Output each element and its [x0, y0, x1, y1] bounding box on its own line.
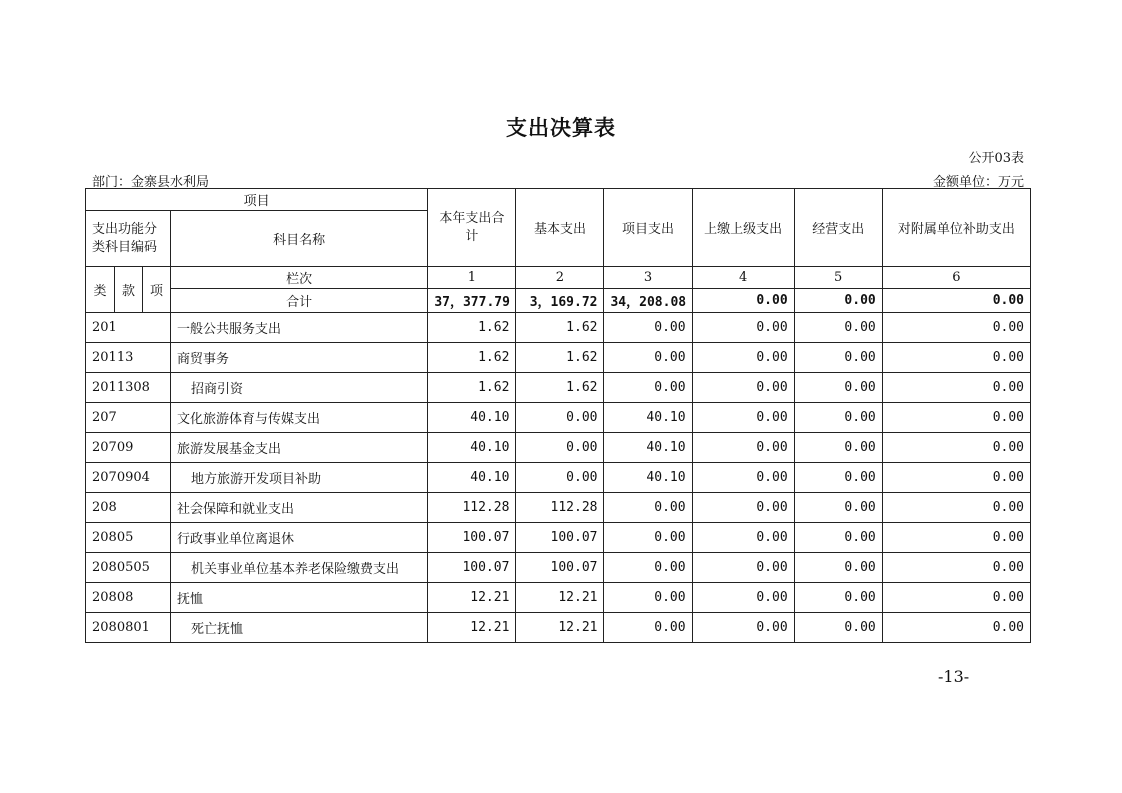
- header-col-subsidy: 对附属单位补助支出: [882, 189, 1030, 267]
- amount-cell: 112.28: [428, 493, 516, 523]
- amount-cell: 0.00: [882, 553, 1030, 583]
- amount-cell: 0.00: [516, 433, 604, 463]
- amount-cell: 1.62: [428, 343, 516, 373]
- amount-cell: 100.07: [428, 523, 516, 553]
- amount-cell: 0.00: [794, 343, 882, 373]
- amount-cell: 0.00: [692, 403, 794, 433]
- column-number: 4: [692, 267, 794, 289]
- function-code: 20805: [86, 523, 171, 553]
- function-code: 208: [86, 493, 171, 523]
- amount-cell: 0.00: [794, 553, 882, 583]
- amount-cell: 12.21: [516, 583, 604, 613]
- column-number: 3: [604, 267, 692, 289]
- function-code: 2080801: [86, 613, 171, 643]
- function-code: 20808: [86, 583, 171, 613]
- header-project: 项目: [86, 189, 428, 211]
- expenditure-table: [85, 188, 1031, 643]
- column-number: 1: [428, 267, 516, 289]
- amount-unit-label: 金额单位：万元: [932, 175, 1024, 190]
- header-kuan: 款: [115, 267, 143, 313]
- column-number: 2: [516, 267, 604, 289]
- amount-cell: 40.10: [604, 433, 692, 463]
- amount-cell: 100.07: [516, 553, 604, 583]
- function-code: 207: [86, 403, 171, 433]
- amount-cell: 0.00: [882, 313, 1030, 343]
- table-row: [86, 583, 1031, 613]
- header-col-project: 项目支出: [604, 189, 692, 267]
- amount-cell: 1.62: [516, 343, 604, 373]
- header-col-upper: 上缴上级支出: [692, 189, 794, 267]
- amount-cell: 40.10: [428, 433, 516, 463]
- amount-cell: 100.07: [516, 523, 604, 553]
- amount-cell: 40.10: [428, 463, 516, 493]
- table-row: [86, 313, 1031, 343]
- department-label: 部门：金寨县水利局: [92, 175, 210, 190]
- function-code: 2011308: [86, 373, 171, 403]
- amount-cell: 0.00: [794, 433, 882, 463]
- amount-cell: 0.00: [692, 553, 794, 583]
- subject-name: 地方旅游开发项目补助: [171, 463, 428, 493]
- amount-cell: 0.00: [794, 583, 882, 613]
- subject-name: 机关事业单位基本养老保险缴费支出: [171, 553, 428, 583]
- subject-name: 死亡抚恤: [171, 613, 428, 643]
- amount-cell: 0.00: [882, 343, 1030, 373]
- table-row: [86, 523, 1031, 553]
- amount-cell: 12.21: [516, 613, 604, 643]
- total-value: 37，377.79: [428, 289, 516, 313]
- amount-cell: 0.00: [882, 493, 1030, 523]
- column-number: 5: [794, 267, 882, 289]
- amount-cell: 1.62: [428, 313, 516, 343]
- total-label: 合计: [171, 289, 428, 313]
- header-col-operating: 经营支出: [794, 189, 882, 267]
- amount-cell: 1.62: [428, 373, 516, 403]
- amount-cell: 0.00: [794, 403, 882, 433]
- header-lei: 类: [86, 267, 115, 313]
- amount-cell: 0.00: [794, 373, 882, 403]
- total-value: 3，169.72: [516, 289, 604, 313]
- amount-cell: 0.00: [516, 403, 604, 433]
- amount-cell: 0.00: [604, 373, 692, 403]
- subject-name: 文化旅游体育与传媒支出: [171, 403, 428, 433]
- table-row: [86, 433, 1031, 463]
- amount-cell: 0.00: [692, 523, 794, 553]
- amount-cell: 12.21: [428, 583, 516, 613]
- amount-cell: 0.00: [692, 373, 794, 403]
- table-row: [86, 373, 1031, 403]
- amount-cell: 0.00: [604, 613, 692, 643]
- function-code: 2070904: [86, 463, 171, 493]
- total-row: [86, 289, 1031, 313]
- table-body: [86, 313, 1031, 643]
- amount-cell: 100.07: [428, 553, 516, 583]
- amount-cell: 0.00: [882, 523, 1030, 553]
- amount-cell: 0.00: [882, 463, 1030, 493]
- function-code: 20709: [86, 433, 171, 463]
- header-col-basic: 基本支出: [516, 189, 604, 267]
- amount-cell: 0.00: [882, 403, 1030, 433]
- table-row: [86, 553, 1031, 583]
- amount-cell: 40.10: [428, 403, 516, 433]
- total-value: 0.00: [882, 289, 1030, 313]
- subject-name: 一般公共服务支出: [171, 313, 428, 343]
- amount-cell: 0.00: [604, 583, 692, 613]
- subject-name: 社会保障和就业支出: [171, 493, 428, 523]
- header-col-total: 本年支出合计: [428, 189, 516, 267]
- amount-cell: 12.21: [428, 613, 516, 643]
- amount-cell: 0.00: [692, 613, 794, 643]
- subject-name: 旅游发展基金支出: [171, 433, 428, 463]
- amount-cell: 0.00: [882, 433, 1030, 463]
- amount-cell: 0.00: [604, 343, 692, 373]
- amount-cell: 1.62: [516, 313, 604, 343]
- page-number: -13-: [938, 667, 970, 686]
- table-row: [86, 613, 1031, 643]
- amount-cell: 40.10: [604, 463, 692, 493]
- amount-cell: 0.00: [692, 463, 794, 493]
- report-title: 支出决算表: [506, 115, 616, 140]
- function-code: 2080505: [86, 553, 171, 583]
- total-value: 34，208.08: [604, 289, 692, 313]
- subject-name: 行政事业单位离退休: [171, 523, 428, 553]
- amount-cell: 0.00: [604, 523, 692, 553]
- amount-cell: 0.00: [692, 493, 794, 523]
- amount-cell: 0.00: [692, 583, 794, 613]
- function-code: 20113: [86, 343, 171, 373]
- amount-cell: 112.28: [516, 493, 604, 523]
- form-number: 公开03表: [968, 151, 1024, 166]
- amount-cell: 0.00: [516, 463, 604, 493]
- header-subject-name: 科目名称: [171, 211, 428, 267]
- header-xiang: 项: [143, 267, 171, 313]
- amount-cell: 0.00: [692, 313, 794, 343]
- amount-cell: 0.00: [692, 433, 794, 463]
- amount-cell: 0.00: [794, 523, 882, 553]
- function-code: 201: [86, 313, 171, 343]
- subject-name: 抚恤: [171, 583, 428, 613]
- table-row: [86, 463, 1031, 493]
- amount-cell: 0.00: [692, 343, 794, 373]
- header-lanci: 栏次: [171, 267, 428, 289]
- table-row: [86, 493, 1031, 523]
- amount-cell: 0.00: [794, 313, 882, 343]
- column-number: 6: [882, 267, 1030, 289]
- amount-cell: 1.62: [516, 373, 604, 403]
- amount-cell: 0.00: [604, 493, 692, 523]
- amount-cell: 0.00: [882, 373, 1030, 403]
- total-value: 0.00: [692, 289, 794, 313]
- amount-cell: 0.00: [882, 583, 1030, 613]
- total-value: 0.00: [794, 289, 882, 313]
- subject-name: 招商引资: [171, 373, 428, 403]
- amount-cell: 0.00: [794, 613, 882, 643]
- amount-cell: 40.10: [604, 403, 692, 433]
- table-row: [86, 343, 1031, 373]
- header-func-code: 支出功能分类科目编码: [86, 211, 171, 267]
- subject-name: 商贸事务: [171, 343, 428, 373]
- amount-cell: 0.00: [604, 313, 692, 343]
- amount-cell: 0.00: [794, 493, 882, 523]
- amount-cell: 0.00: [882, 613, 1030, 643]
- amount-cell: 0.00: [794, 463, 882, 493]
- table-row: [86, 403, 1031, 433]
- amount-cell: 0.00: [604, 553, 692, 583]
